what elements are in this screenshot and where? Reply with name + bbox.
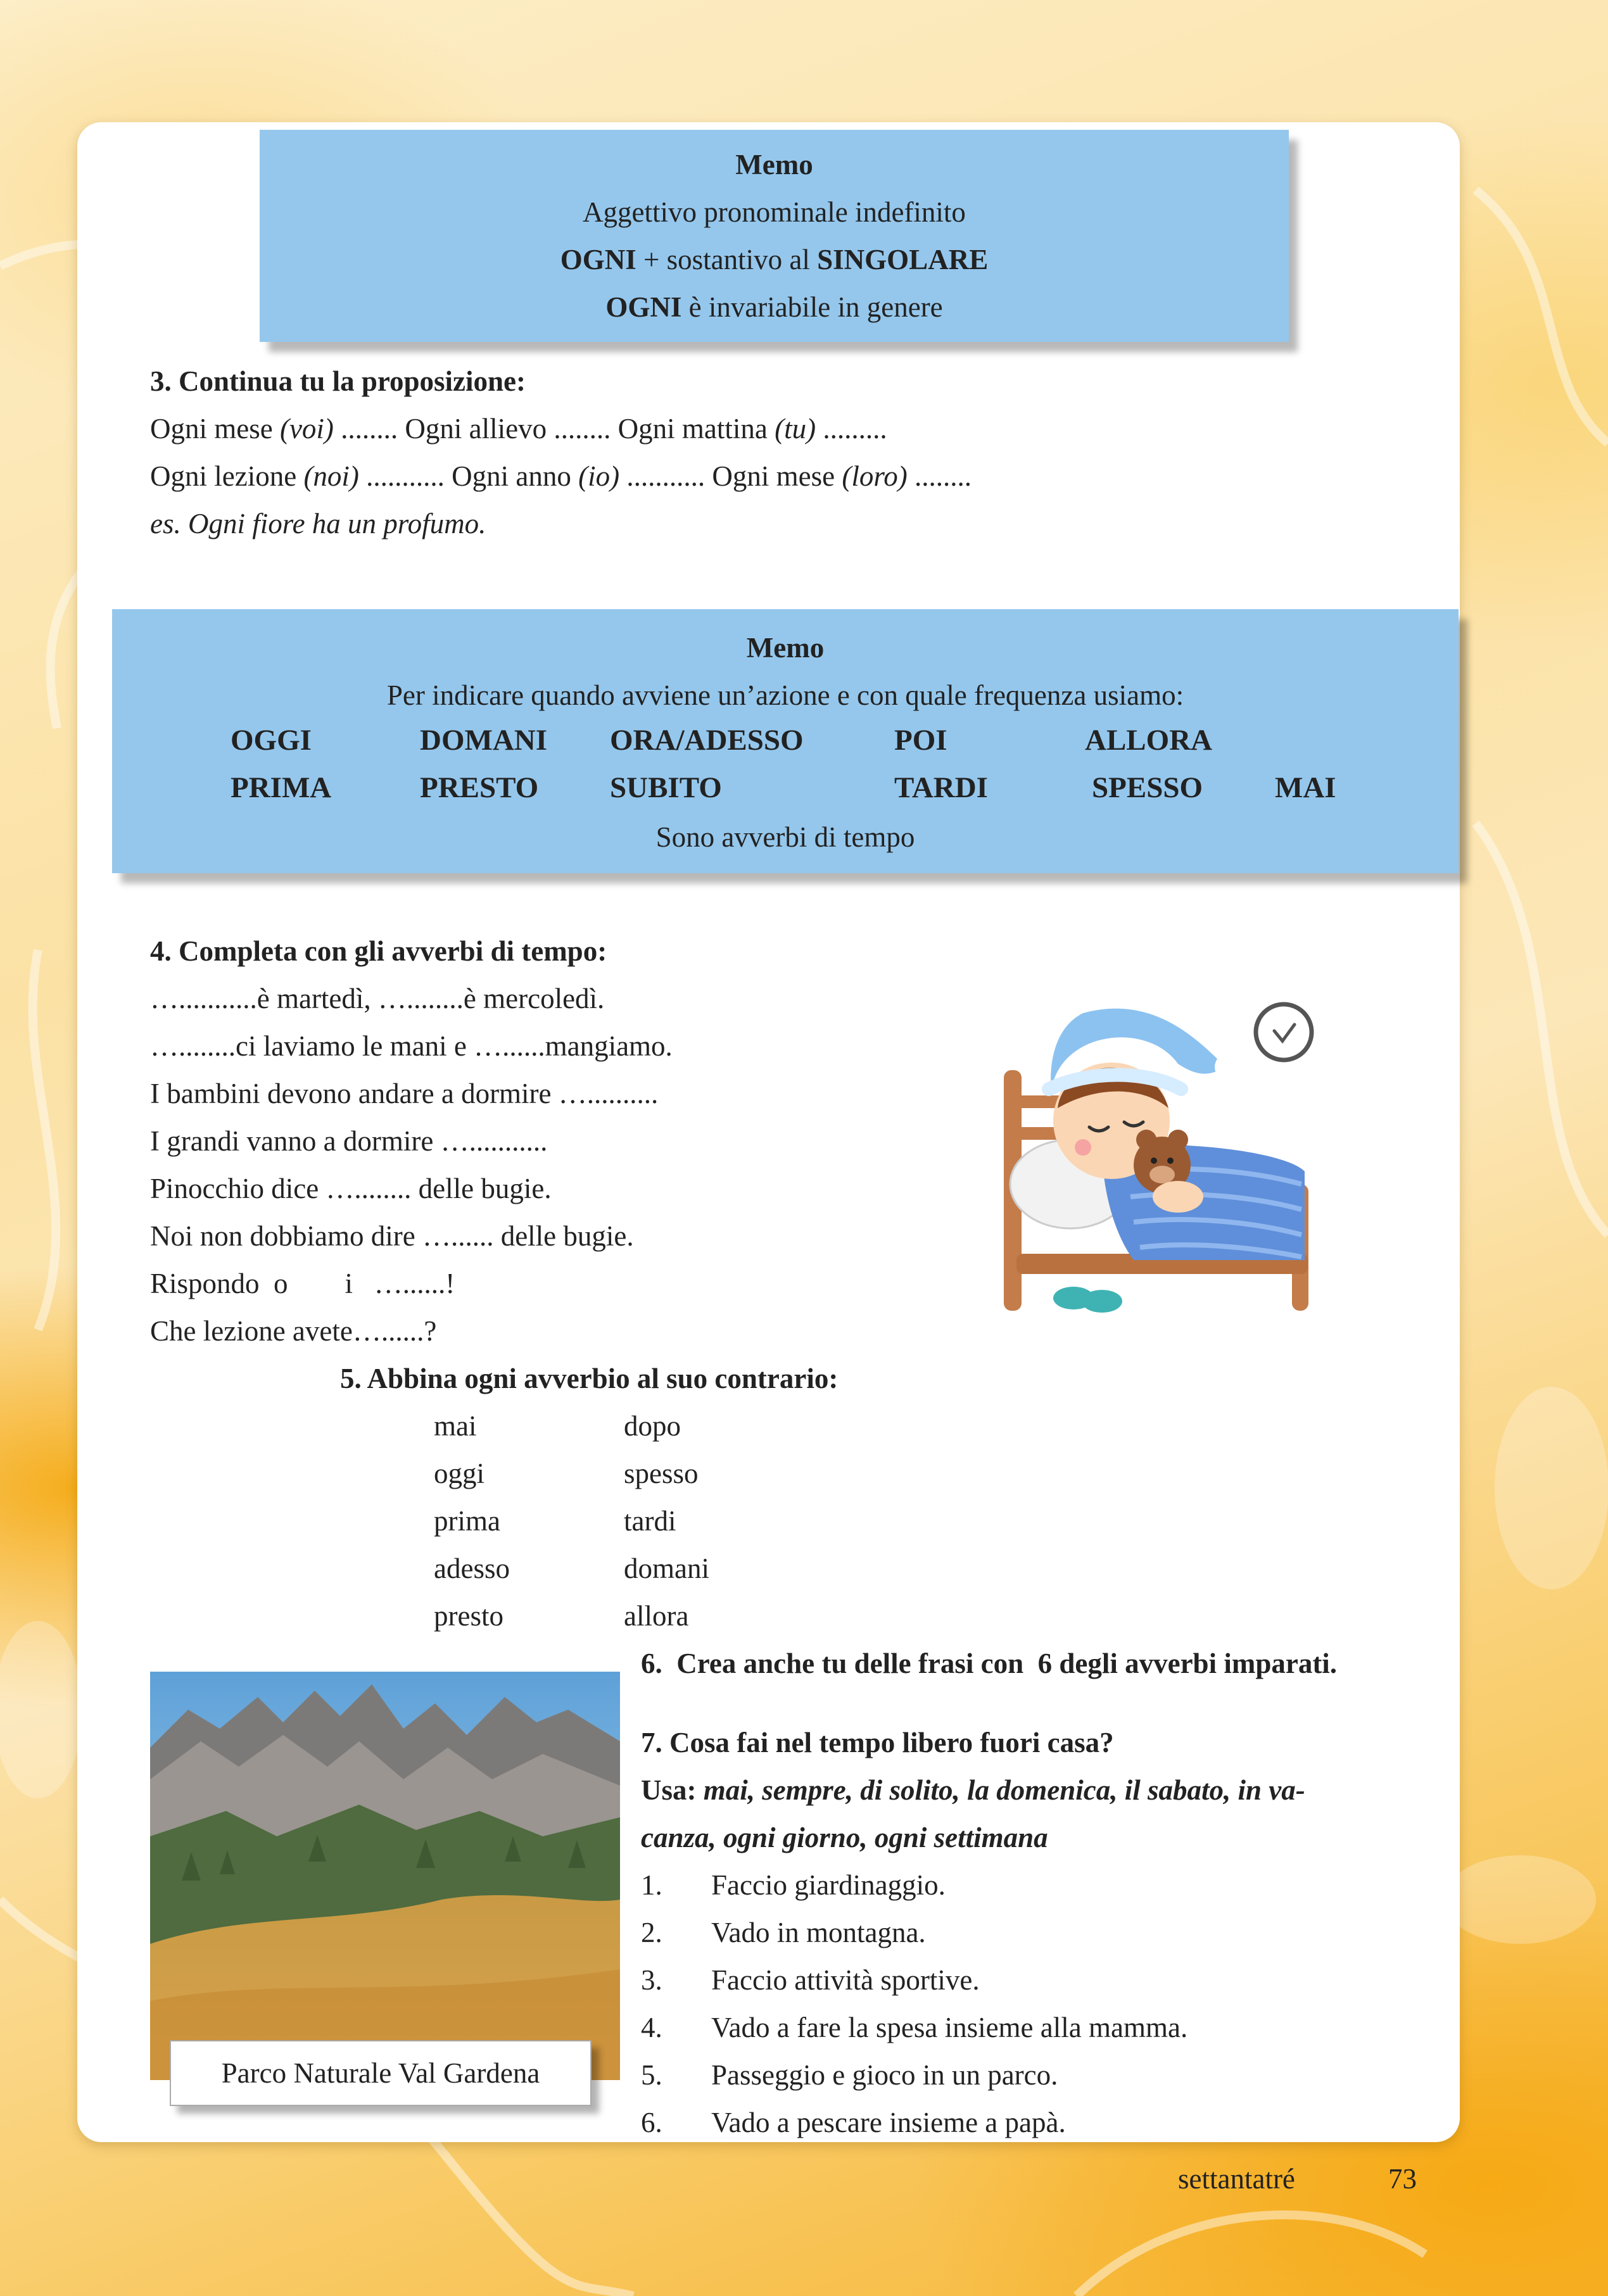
list-item: Faccio giardinaggio. bbox=[711, 1869, 946, 1901]
adverb: ORA/ADESSO bbox=[610, 724, 804, 757]
list-number: 4. bbox=[641, 2012, 662, 2043]
adverb-left: oggi bbox=[434, 1458, 485, 1489]
list-item: Vado a pescare insieme a papà. bbox=[711, 2107, 1066, 2138]
list-item: Passeggio e gioco in un parco. bbox=[711, 2059, 1058, 2091]
memo-line: OGNI è invariabile in genere bbox=[605, 291, 943, 323]
memo-intro: Per indicare quando avviene un’azione e con quale frequenza usiamo: bbox=[386, 679, 1184, 711]
adverb-right: allora bbox=[624, 1600, 689, 1632]
list-item: Vado a fare la spesa insieme alla mamma. bbox=[711, 2012, 1188, 2043]
adverb: PRIMA bbox=[231, 771, 332, 804]
exercise-4-line: …........ci laviamo le mani e …......mangiamo. bbox=[150, 1030, 673, 1062]
exercise-4-line: …...........è martedì, …........è mercoledì. bbox=[150, 983, 605, 1014]
exercise-4-line: I bambini devono andare a dormire ….......... bbox=[150, 1078, 659, 1109]
adverb: ALLORA bbox=[1085, 724, 1213, 757]
list-number: 6. bbox=[641, 2107, 662, 2138]
list-number: 3. bbox=[641, 1964, 662, 1996]
adverb-right: spesso bbox=[624, 1458, 699, 1489]
exercise-4-line: I grandi vanno a dormire …........... bbox=[150, 1125, 548, 1157]
adverb: POI bbox=[894, 724, 947, 757]
adverb-right: domani bbox=[624, 1553, 709, 1584]
photo-caption: Parco Naturale Val Gardena bbox=[170, 2040, 592, 2106]
exercise-6-title: 6. Crea anche tu delle frasi con 6 degli avverbi imparati. bbox=[641, 1648, 1338, 1679]
adverb: OGGI bbox=[231, 724, 312, 757]
adverb-right: dopo bbox=[624, 1410, 681, 1442]
exercise-3-example: es. Ogni fiore ha un profumo. bbox=[150, 508, 486, 539]
exercise-7-usa-line: canza, ogni giorno, ogni settimana bbox=[641, 1822, 1048, 1853]
exercise-4-line: Che lezione avete…......? bbox=[150, 1315, 437, 1347]
memo-footer: Sono avverbi di tempo bbox=[655, 821, 915, 853]
sleeping-child-illustration bbox=[988, 981, 1330, 1323]
exercise-3-title: 3. Continua tu la proposizione: bbox=[150, 365, 526, 397]
adverb-right: tardi bbox=[624, 1505, 676, 1537]
exercise-4-line: Pinocchio dice …........ delle bugie. bbox=[150, 1173, 552, 1204]
adverb-left: adesso bbox=[434, 1553, 510, 1584]
adverb-left: presto bbox=[434, 1600, 503, 1632]
memo-title: Memo bbox=[746, 632, 825, 664]
adverb: PRESTO bbox=[420, 771, 539, 804]
mountain-landscape-image bbox=[150, 1672, 620, 2080]
adverb-left: prima bbox=[434, 1505, 500, 1537]
val-gardena-photo bbox=[150, 1672, 620, 2080]
exercise-4-line: Noi non dobbiamo dire …...... delle bugie. bbox=[150, 1220, 634, 1252]
list-item: Faccio attività sportive. bbox=[711, 1964, 980, 1996]
adverb: SPESSO bbox=[1092, 771, 1203, 804]
exercise-7-usa-line: Usa: mai, sempre, di solito, la domenica, il sabato, in va- bbox=[641, 1774, 1305, 1806]
exercise-3-row: Ogni mese (voi) ........ Ogni allievo ........ Ogni mattina (tu) ......... bbox=[150, 413, 887, 445]
memo-title: Memo bbox=[735, 149, 813, 180]
exercise-4-line: Rispondo o i …......! bbox=[150, 1268, 455, 1299]
list-item: Vado in montagna. bbox=[711, 1917, 926, 1948]
adverb: SUBITO bbox=[610, 771, 722, 804]
adverb-left: mai bbox=[434, 1410, 477, 1442]
list-number: 1. bbox=[641, 1869, 662, 1901]
exercise-5-title: 5. Abbina ogni avverbio al suo contrario: bbox=[340, 1363, 839, 1394]
adverb: TARDI bbox=[894, 771, 988, 804]
list-number: 2. bbox=[641, 1917, 662, 1948]
exercise-3-row: Ogni lezione (noi) ........... Ogni anno (io) ........... Ogni mese (loro) ........ bbox=[150, 460, 972, 492]
memo-box-ogni bbox=[260, 130, 1289, 342]
exercise-4-title: 4. Completa con gli avverbi di tempo: bbox=[150, 935, 607, 967]
page-number-word: settantatré bbox=[1178, 2163, 1295, 2195]
memo-line: Aggettivo pronominale indefinito bbox=[583, 196, 966, 228]
exercise-7-title: 7. Cosa fai nel tempo libero fuori casa? bbox=[641, 1727, 1114, 1758]
adverb: DOMANI bbox=[420, 724, 548, 757]
memo-line: OGNI + sostantivo al SINGOLARE bbox=[560, 244, 989, 275]
page-number: 73 bbox=[1388, 2163, 1417, 2195]
list-number: 5. bbox=[641, 2059, 662, 2091]
adverb: MAI bbox=[1275, 771, 1336, 804]
